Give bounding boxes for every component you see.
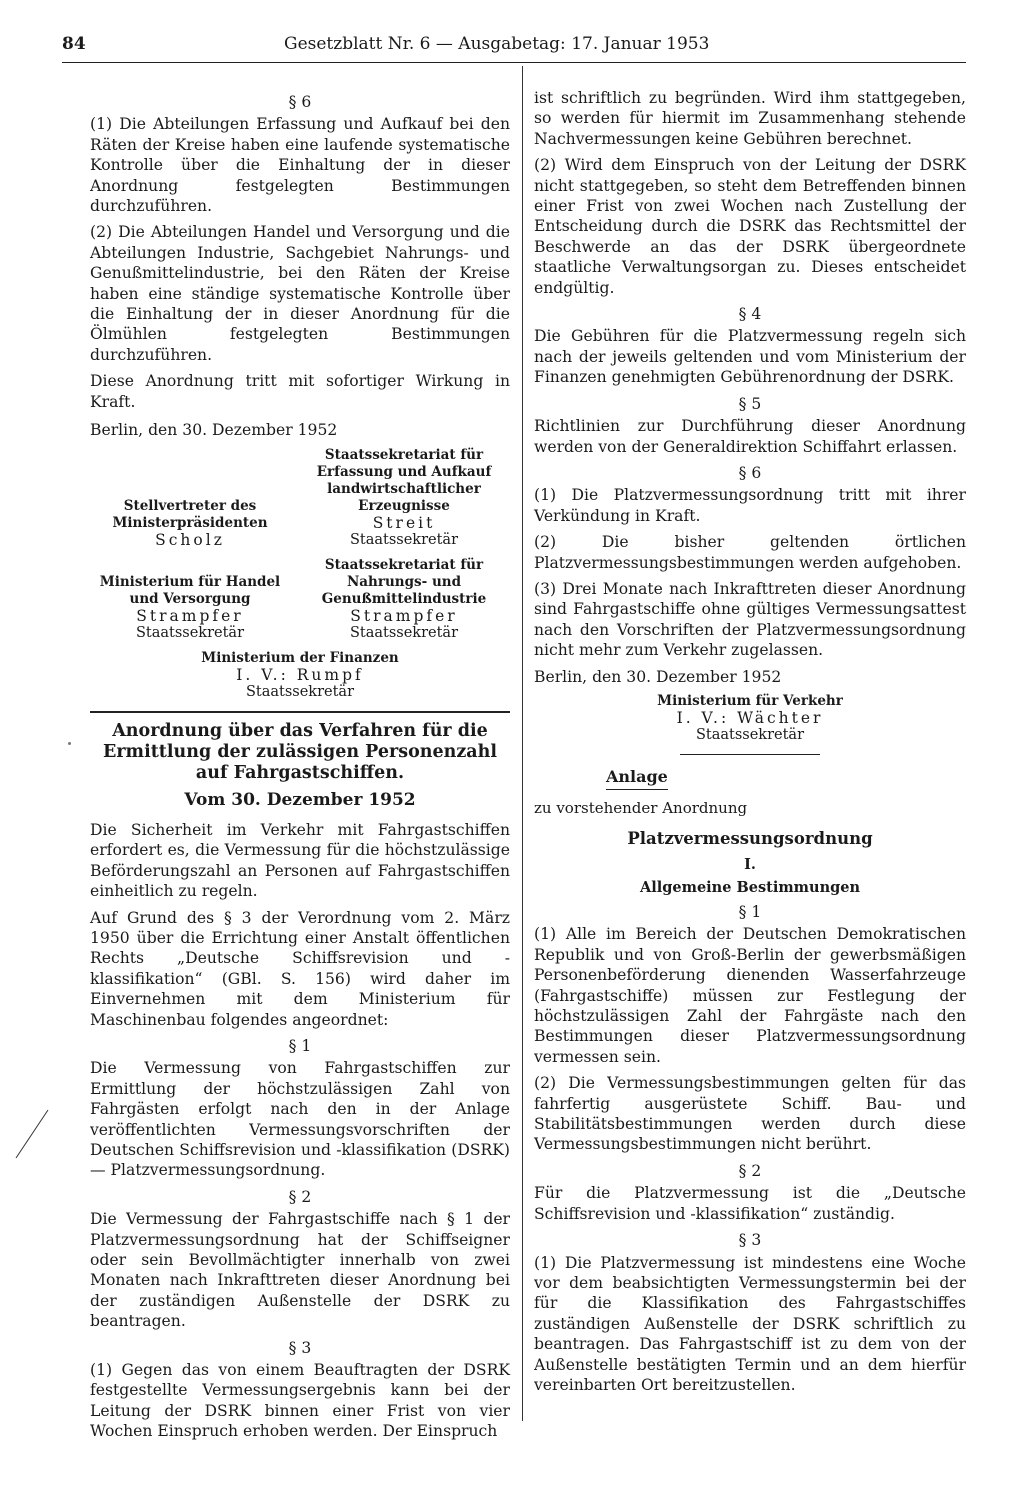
signature-name: I. V.: Rumpf — [236, 665, 364, 684]
signature-role: Staatssekretär — [245, 683, 355, 700]
paragraph: (1) Alle im Bereich der Deutschen Demokratischen Republik und von Groß-Berlin der gewerbsmäßigen Personenbeförderung dienenden Wasserfahrzeuge (Fahrgastschiffe) müssen zur Festlegung der höchstzulässigen Zahl der Fahrgäste nach den Bestimmungen dieser Platzvermessungsordnung vermessen sein. — [534, 925, 966, 1066]
signature-org: Stellvertreter des Ministerpräsidenten — [112, 497, 268, 531]
signature-role: Staatssekretär — [349, 624, 459, 641]
paragraph: (1) Gegen das von einem Beauftragten der DSRK festgestellte Vermessungsergebnis kann bei der Leitung der DSRK binnen einer Frist von vier Wochen Einspruch erhoben werden. Der Einspruch — [90, 1361, 510, 1441]
right-column — [534, 88, 966, 1401]
signature — [90, 574, 290, 642]
header-title: Gesetzblatt Nr. 6 — Ausgabetag: 17. Januar 1953 — [284, 34, 710, 54]
signature-name: I. V.: Wächter — [676, 708, 824, 727]
paragraph: (2) Die Abteilungen Handel und Versorgung und die Abteilungen Industrie, Sachgebiet Nahrungs- und Genußmittelindustrie, bei den Räten der Kreise haben eine ständige systematische Kontrolle über die Einhaltung der in dieser Anordnung für die Ölmühlen festgelegten Bestimmungen durchzuführen. — [90, 223, 510, 364]
signature-org: Ministerium für Handel und Versorgung — [99, 573, 281, 607]
signature-org: Ministerium der Finanzen — [201, 649, 399, 666]
signature — [90, 650, 510, 701]
effect-clause: Diese Anordnung tritt mit sofortiger Wirkung in Kraft. — [90, 372, 510, 411]
place-date: Berlin, den 30. Dezember 1952 — [534, 667, 782, 686]
ordinance-title: Anordnung über das Verfahren für die Ermittlung der zulässigen Personenzahl auf Fahrgastschiffen. — [103, 720, 497, 783]
paragraph: ist schriftlich zu begründen. Wird ihm stattgegeben, so werden für hiermit im Zusammenhang stehende Nachvermessungen keine Gebühren berechnet. — [534, 89, 966, 148]
pencil-mark — [14, 1108, 50, 1160]
left-column — [90, 88, 510, 1448]
signature-role: Staatssekretär — [135, 624, 245, 641]
signature — [90, 498, 290, 549]
paragraph: Die Vermessung von Fahrgastschiffen zur Ermittlung der höchstzulässigen Zahl von Fahrgästen erfolgt nach den in der Anlage veröffentlichten Vermessungsvorschriften der Deutschen Schiffsrevision und -klassifikation (DSRK) — Platzvermessungsordnung. — [90, 1059, 510, 1180]
paragraph: Die Gebühren für die Platzvermessung regeln sich nach der jeweils geltenden und vom Ministerium der Finanzen genehmigten Gebührenordnung der DSRK. — [534, 327, 966, 387]
signature-org: Ministerium für Verkehr — [657, 692, 843, 709]
paragraph: Auf Grund des § 3 der Verordnung vom 2. März 1950 über die Errichtung einer Anstalt öffentlichen Rechts „Deutsche Schiffsrevision und -klassifikation“ (GBl. S. 156) wird daher im Einvernehmen mit dem Ministerium für Maschinenbau folgendes angeordnet: — [90, 908, 510, 1029]
paragraph: Die Sicherheit im Verkehr mit Fahrgastschiffen erfordert es, die Vermessung für die höchstzulässige Beförderungszahl an Personen auf Fahrgastschiffen einheitlich zu regeln. — [90, 820, 510, 901]
paragraph: (2) Die Vermessungsbestimmungen gelten für das fahrfertig ausgerüstete Schiff. Bau- und Stabilitätsbestimmungen werden durch diese Vermessungsbestimmungen nicht berührt. — [534, 1074, 966, 1154]
signature — [534, 693, 966, 744]
regulation-title: Platzvermessungsordnung — [627, 828, 873, 848]
section-heading: § 1 — [738, 903, 762, 921]
section-heading: § 2 — [738, 1161, 762, 1180]
page-header — [62, 34, 962, 60]
paragraph: (1) Die Abteilungen Erfassung und Aufkauf bei den Räten der Kreise haben eine laufende systematische Kontrolle über die Einhaltung der in dieser Anordnung festgelegten Bestimmungen durchzuführen. — [90, 115, 510, 216]
annex-heading: Anlage — [606, 767, 668, 790]
annex-heading-wrap — [534, 767, 966, 790]
signature-org: Staatssekretariat für Nahrungs- und Genußmittelindustrie — [321, 556, 487, 607]
signature-org: Staatssekretariat für Erfassung und Aufkauf landwirtschaftlicher Erzeugnisse — [316, 446, 492, 514]
paragraph: Für die Platzvermessung ist die „Deutsche Schiffsrevision und -klassifikation“ zuständig. — [534, 1184, 966, 1223]
page-number: 84 — [62, 34, 86, 54]
ordinance-date: Vom 30. Dezember 1952 — [184, 789, 416, 810]
header-rule — [62, 62, 966, 63]
section-heading: § 4 — [738, 305, 762, 324]
section-rule — [90, 711, 510, 713]
paragraph: (1) Die Platzvermessungsordnung tritt mit ihrer Verkündung in Kraft. — [534, 486, 966, 525]
part-number: I. — [744, 856, 756, 874]
section-heading: § 6 — [738, 463, 762, 482]
signature-name: Streit — [372, 513, 436, 532]
signature-name: Strampfer — [350, 606, 458, 625]
signature-block — [90, 447, 510, 642]
paragraph: (1) Die Platzvermessung ist mindestens eine Woche vor dem beabsichtigten Vermessungstermin bei der für die Klassifikation des Fahrgastschiffes zuständigen Außenstelle der DSRK schriftlich zu beantragen. Das Fahrgastschiff ist zu dem von der Außenstelle bestätigten Termin und an dem hierfür vereinbarten Ort bereitzustellen. — [534, 1253, 966, 1394]
section-heading: § 6 — [288, 93, 312, 111]
paragraph: (2) Wird dem Einspruch von der Leitung der DSRK nicht stattgegeben, so steht dem Betreffenden binnen einer Frist von zwei Wochen nach Zustellung der Entscheidung durch die DSRK das Rechtsmittel der Beschwerde an das der DSRK übergeordnete staatliche Verwaltungsorgan zu. Dieses entscheidet endgültig. — [534, 156, 966, 297]
annex-subtitle: zu vorstehender Anordnung — [534, 799, 748, 818]
paragraph: (2) Die bisher geltenden örtlichen Platzvermessungsbestimmungen werden aufgehoben. — [534, 533, 966, 572]
signature-role: Staatssekretär — [349, 531, 459, 548]
section-heading: § 5 — [738, 394, 762, 413]
section-heading: § 3 — [288, 1338, 312, 1357]
signature-name: Scholz — [155, 530, 225, 549]
section-heading: § 1 — [288, 1036, 312, 1055]
paragraph: Richtlinien zur Durchführung dieser Anordnung werden von der Generaldirektion Schiffahrt erlassen. — [534, 417, 966, 456]
signature-role: Staatssekretär — [695, 726, 805, 743]
place-date: Berlin, den 30. Dezember 1952 — [90, 421, 338, 440]
section-heading: § 3 — [738, 1231, 762, 1250]
signature — [294, 557, 514, 642]
part-title: Allgemeine Bestimmungen — [639, 878, 861, 896]
column-divider — [522, 66, 523, 1421]
signature-name: Strampfer — [136, 606, 244, 625]
signature — [294, 447, 514, 549]
scan-speck — [68, 742, 71, 745]
section-heading: § 2 — [288, 1187, 312, 1206]
section-rule — [680, 754, 820, 755]
paragraph: (3) Drei Monate nach Inkrafttreten dieser Anordnung sind Fahrgastschiffe ohne gültiges Vermessungsattest nach den Vorschriften der Platzvermessungsordnung nicht mehr zum Verkehr zugelassen. — [534, 579, 966, 660]
paragraph: Die Vermessung der Fahrgastschiffe nach § 1 der Platzvermessungsordnung hat der Schiffseigner oder sein Bevollmächtigter innerhalb von zwei Monaten nach Inkrafttreten dieser Anordnung bei der zuständigen Außenstelle der DSRK zu beantragen. — [90, 1210, 510, 1331]
